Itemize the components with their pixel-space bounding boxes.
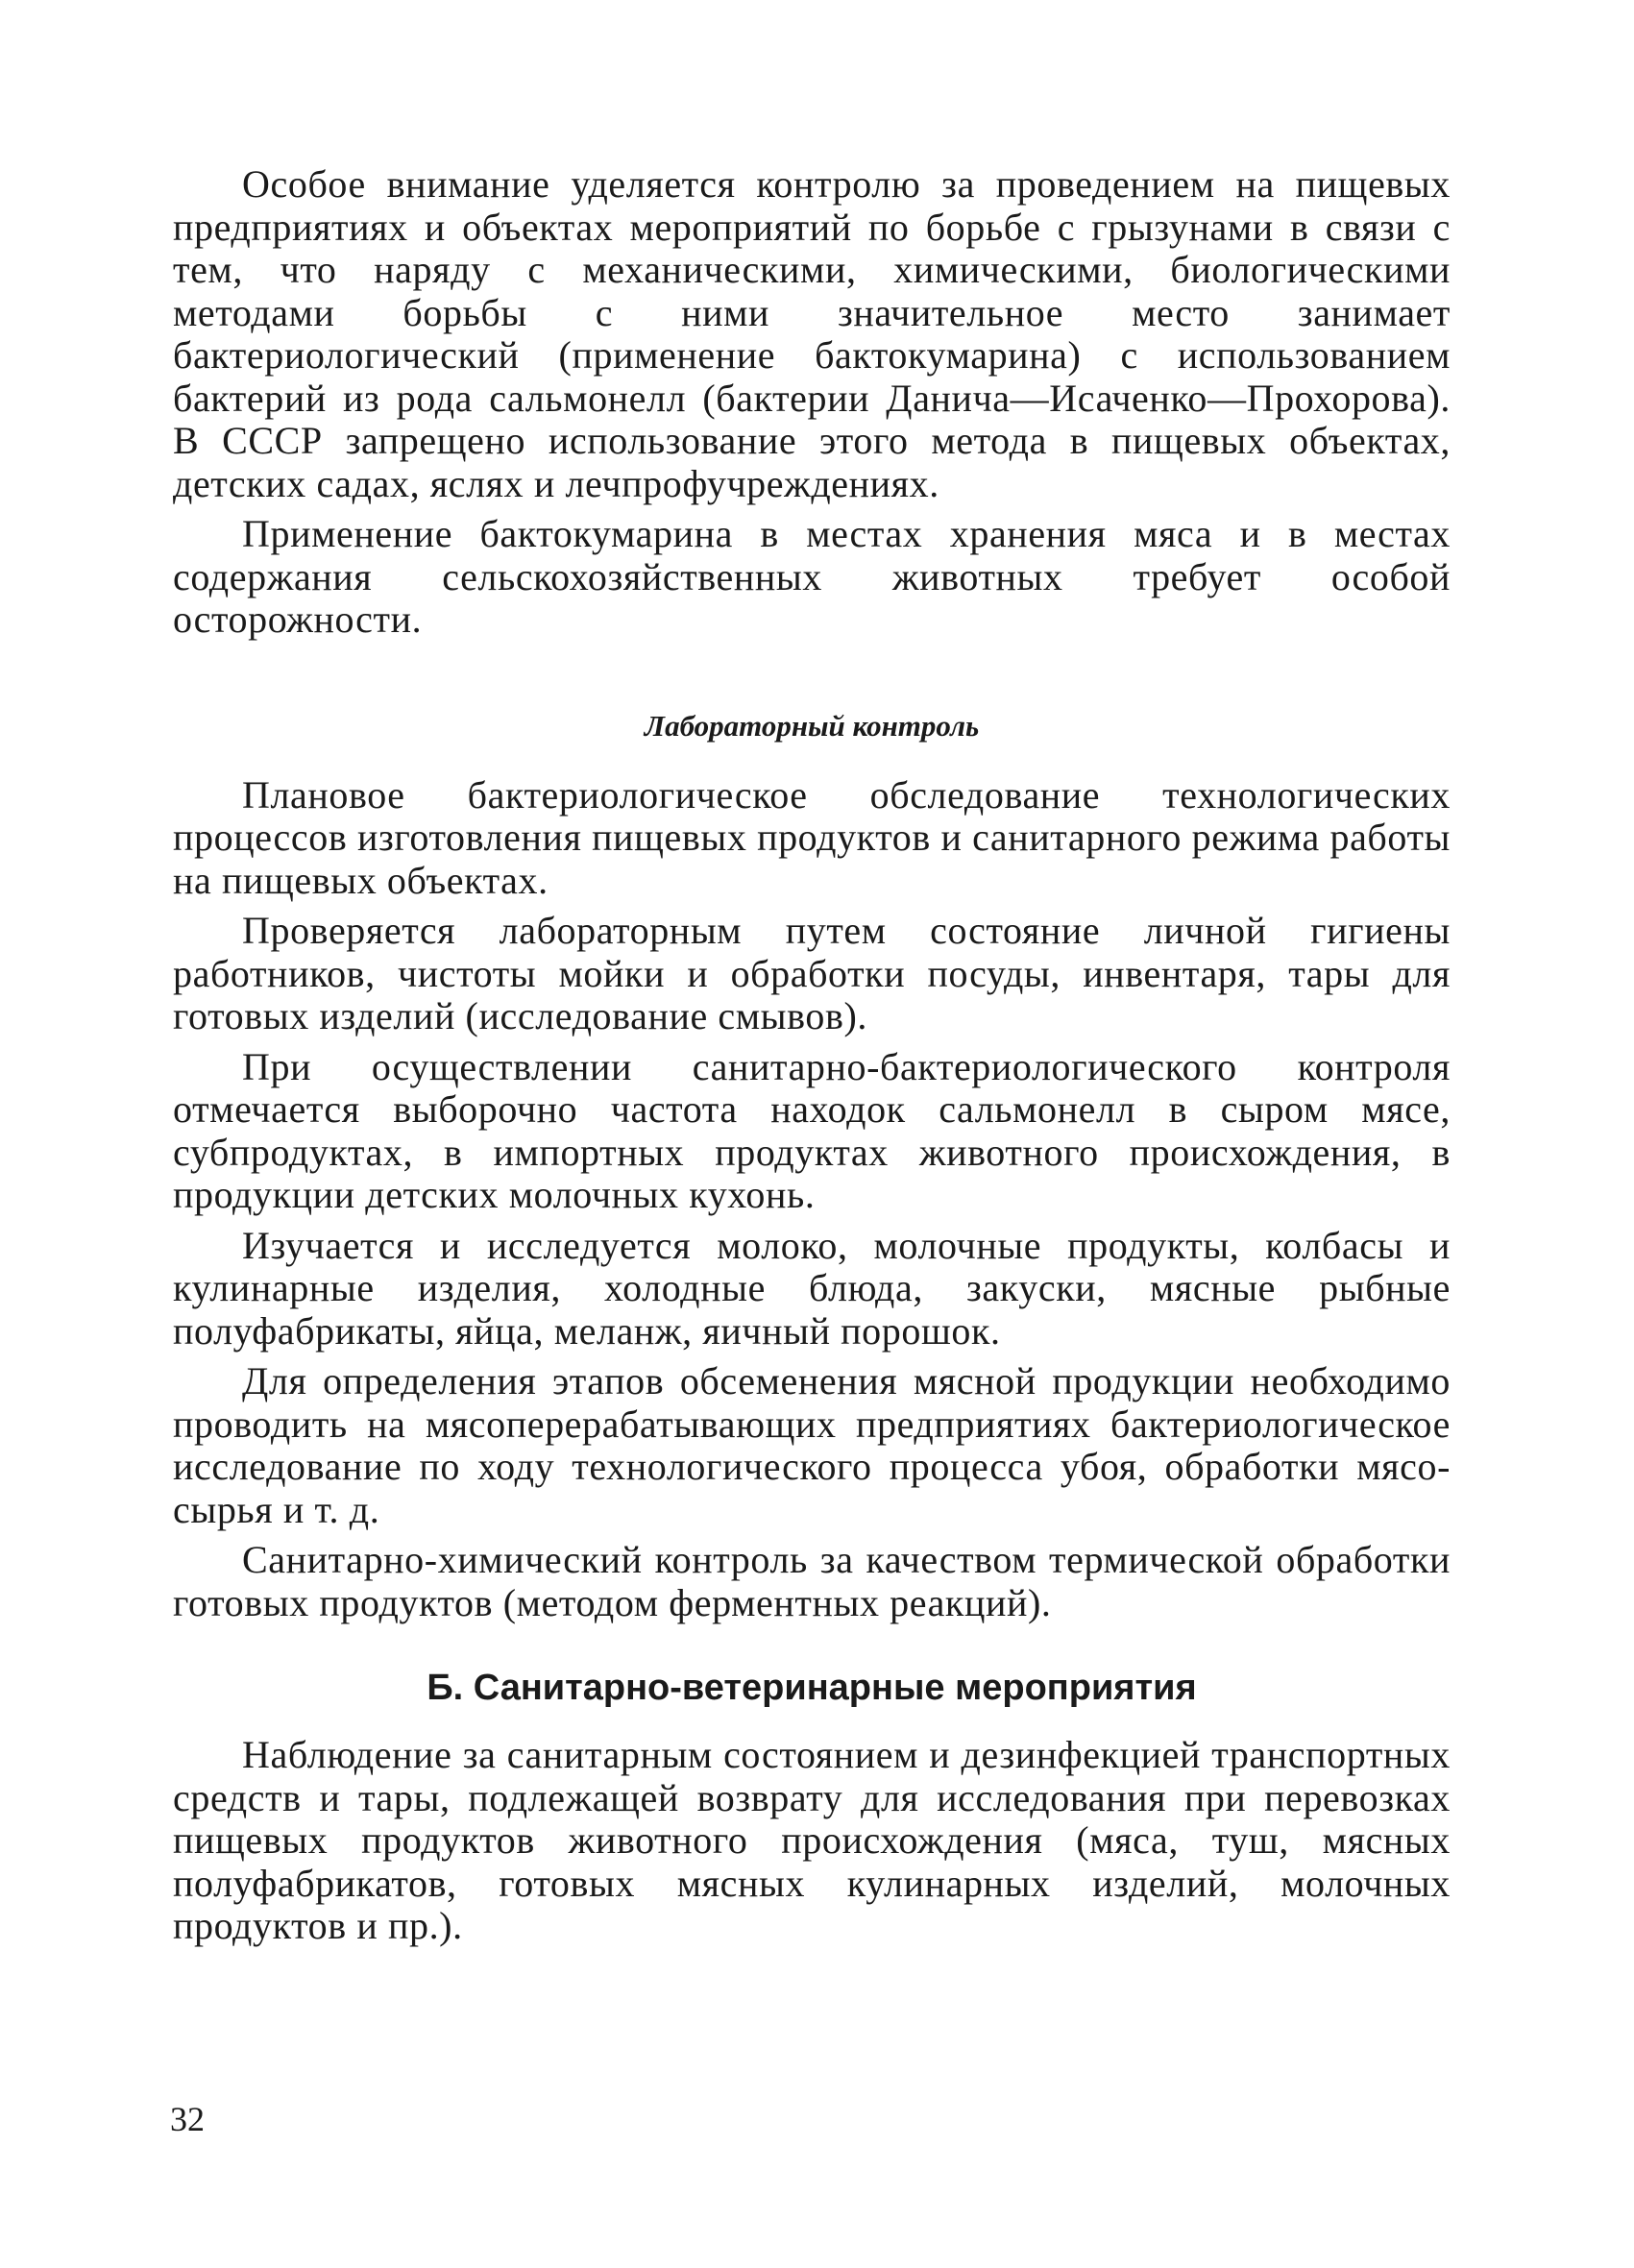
paragraph-lab-contamination-stages: Для определения этапов обсеменения мясной продукции необходимо проводить на мясоперерабатывающих предприятиях бактериологическое исследование по ходу технологического процесса убоя, обработки мясо-сырья и т. д. [173,1359,1451,1531]
paragraph-lab-salmonella-findings: При осуществлении санитарно-бактериологического контроля отмечается выборочно частота находок сальмонелл в сыром мясе, субпродуктах, в импортных продуктах животного происхождения, в продукции детских молочных кухонь. [173,1044,1451,1216]
page-content [173,163,1451,1956]
section-b-heading: Б. Санитарно-ветеринарные мероприятия [427,1668,1197,1708]
lab-control-heading: Лабораторный контроль [644,708,980,743]
paragraph-lab-thermal-control: Санитарно-химический контроль за качеством термической обработки готовых продуктов (методом ферментных реакций). [173,1538,1451,1624]
paragraph-lab-products-studied: Изучается и исследуется молоко, молочные продукты, колбасы и кулинарные изделия, холодные блюда, закуски, мясные рыбные полуфабрикаты, яйца, меланж, яичный порошок. [173,1223,1451,1353]
paragraph-lab-planned-survey: Плановое бактериологическое обследование технологических процессов изготовления пищевых продуктов и санитарного режима работы на пищевых объектах. [173,772,1451,902]
paragraph-transport-sanitation: Наблюдение за санитарным состоянием и дезинфекцией транспортных средств и тары, подлежащей возврату для исследования при перевозках пищевых продуктов животного происхождения (мяса, туш, мясных полуфабрикатов, готовых мясных кулинарных изделий, молочных продуктов и пр.). [173,1733,1451,1947]
paragraph-lab-hygiene-check: Проверяется лабораторным путем состояние личной гигиены работников, чистоты мойки и обработки посуды, инвентаря, тары для готовых изделий (исследование смывов). [173,909,1451,1037]
page-number: 32 [170,2100,205,2138]
paragraph-rodent-control: Особое внимание уделяется контролю за проведением на пищевых предприятиях и объектах мероприятий по борьбе с грызунами в связи с тем, что наряду с механическими, химическими, биологическими методами борьбы с ними значительное место занимает бактериологический (применение бактокумарина) с использованием бактерий из рода сальмонелл (бактерии Данича—Исаченко—Прохорова). В СССР запрещено использование этого метода в пищевых объектах, детских садах, яслях и лечпрофучреждениях. [173,162,1451,505]
paragraph-bactocoumarin-caution: Применение бактокумарина в местах хранения мяса и в местах содержания сельскохозяйственных животных требует особой осторожности. [173,512,1451,641]
